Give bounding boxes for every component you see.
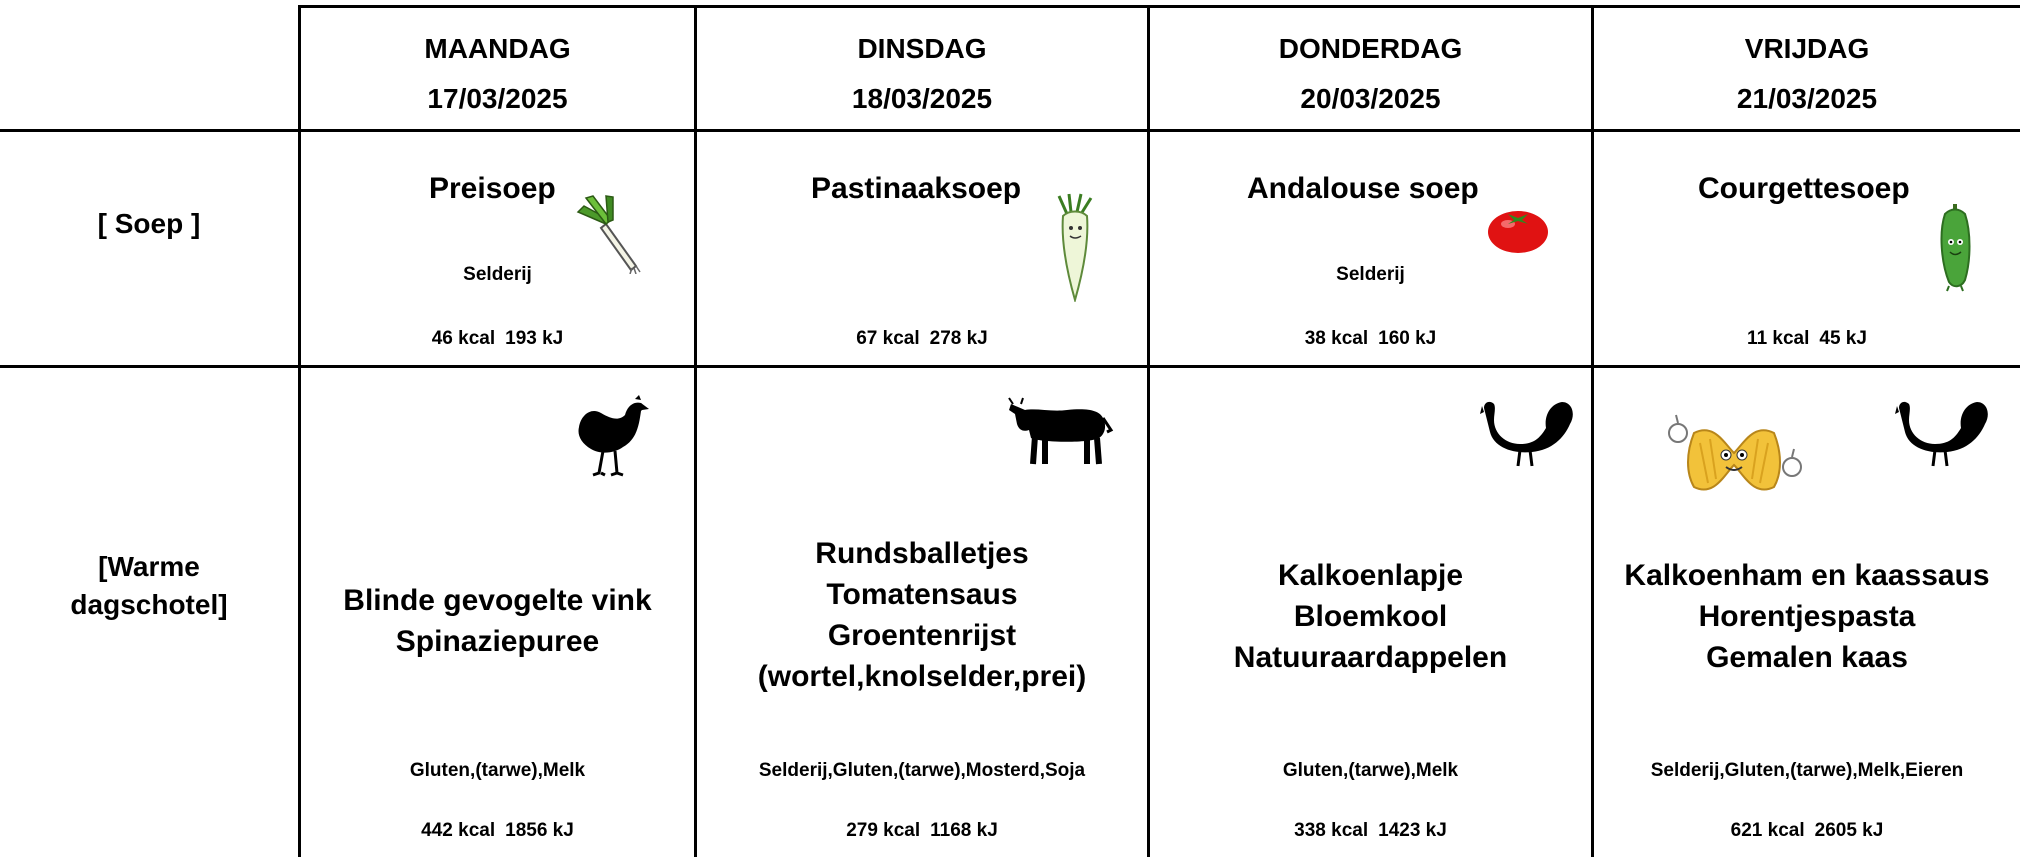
soup-kj: 193 kJ [505, 328, 564, 349]
dish-line: (wortel,knolselder,prei) [757, 660, 1087, 693]
main-energy [1594, 820, 2020, 842]
dish-description [301, 580, 694, 662]
soup-energy [301, 328, 694, 350]
main-kj: 2605 kJ [1814, 820, 1884, 841]
row-label-main-line: dagschotel] [70, 589, 228, 620]
header-cell-thursday [1150, 8, 1591, 129]
day-date: 17/03/2025 [427, 83, 568, 114]
row-label-main-line: [Warme [98, 551, 200, 582]
day-name: DINSDAG [857, 33, 987, 64]
soup-cell-monday [301, 132, 694, 365]
row-label-main [0, 548, 298, 624]
soup-allergens: Selderij [1336, 264, 1405, 285]
soup-kcal: 11 kcal [1747, 328, 1810, 349]
main-kj: 1423 kJ [1378, 820, 1447, 841]
dish-line: Blinde gevogelte vink [343, 584, 652, 617]
dish-description [1150, 555, 1591, 678]
soup-cell-tuesday [697, 132, 1147, 365]
dish-line: Rundsballetjes [815, 537, 1029, 570]
main-kcal: 279 kcal [846, 820, 921, 841]
soup-energy [697, 328, 1147, 350]
main-cell-tuesday [697, 368, 1147, 857]
soup-allergens: Selderij [463, 264, 532, 285]
soup-kcal: 38 kcal [1304, 328, 1369, 349]
pasta-icon [1664, 413, 1804, 503]
leek-icon [576, 194, 646, 274]
main-allergens: Selderij,Gluten,(tarwe),Melk,Eieren [1650, 760, 1964, 781]
main-energy [697, 820, 1147, 842]
main-cell-thursday [1150, 368, 1591, 857]
dish-description [1594, 555, 2020, 678]
soup-kj: 45 kJ [1819, 328, 1867, 349]
soup-kcal: 67 kcal [856, 328, 920, 349]
row-label-soup: [ Soep ] [97, 208, 201, 239]
cow-icon [1007, 396, 1117, 468]
soup-cell-friday [1594, 132, 2020, 365]
soup-name: Pastinaaksoep [811, 172, 1022, 205]
main-energy [1150, 820, 1591, 842]
soup-energy [1150, 328, 1591, 350]
zucchini-icon [1937, 202, 1973, 292]
soup-cell-thursday [1150, 132, 1591, 365]
day-date: 20/03/2025 [1300, 83, 1441, 114]
parsnip-icon [1053, 192, 1097, 302]
soup-energy [1594, 328, 2020, 350]
main-kj: 1168 kJ [930, 820, 998, 841]
soup-name: Courgettesoep [1698, 172, 1910, 205]
soup-name: Preisoep [429, 172, 556, 205]
main-energy [301, 820, 694, 842]
main-allergens: Selderij,Gluten,(tarwe),Mosterd,Soja [758, 760, 1086, 781]
day-name: MAANDAG [424, 33, 571, 64]
dish-line: Kalkoenham en kaassaus [1624, 559, 1990, 592]
main-kcal: 621 kcal [1730, 820, 1805, 841]
chicken-icon [571, 393, 651, 477]
main-allergens: Gluten,(tarwe),Melk [409, 760, 586, 781]
day-name: DONDERDAG [1278, 33, 1463, 64]
main-kj: 1856 kJ [505, 820, 574, 841]
main-kcal: 442 kcal [421, 820, 496, 841]
dish-line: Spinaziepuree [395, 625, 600, 658]
dish-line: Gemalen kaas [1706, 641, 1908, 674]
dish-line: Horentjespasta [1698, 600, 1916, 633]
dish-line: Natuuraardappelen [1233, 641, 1508, 674]
tomato-icon [1486, 204, 1550, 254]
soup-name: Andalouse soep [1247, 172, 1479, 205]
main-allergens: Gluten,(tarwe),Melk [1282, 760, 1459, 781]
main-cell-monday [301, 368, 694, 857]
day-name: VRIJDAG [1744, 33, 1870, 64]
dish-description [697, 533, 1147, 697]
main-kcal: 338 kcal [1294, 820, 1369, 841]
header-cell-tuesday [697, 8, 1147, 129]
soup-kcal: 46 kcal [431, 328, 496, 349]
soup-kj: 160 kJ [1378, 328, 1437, 349]
day-date: 18/03/2025 [851, 83, 993, 114]
turkey-icon [1480, 394, 1576, 468]
dish-line: Bloemkool [1293, 600, 1448, 633]
soup-kj: 278 kJ [929, 328, 988, 349]
dish-line: Groentenrijst [827, 619, 1017, 652]
dish-line: Kalkoenlapje [1277, 559, 1464, 592]
day-date: 21/03/2025 [1736, 83, 1878, 114]
header-cell-friday [1594, 8, 2020, 129]
turkey-icon [1895, 394, 1991, 468]
main-cell-friday [1594, 368, 2020, 857]
header-cell-monday [301, 8, 694, 129]
dish-line: Tomatensaus [826, 578, 1018, 611]
